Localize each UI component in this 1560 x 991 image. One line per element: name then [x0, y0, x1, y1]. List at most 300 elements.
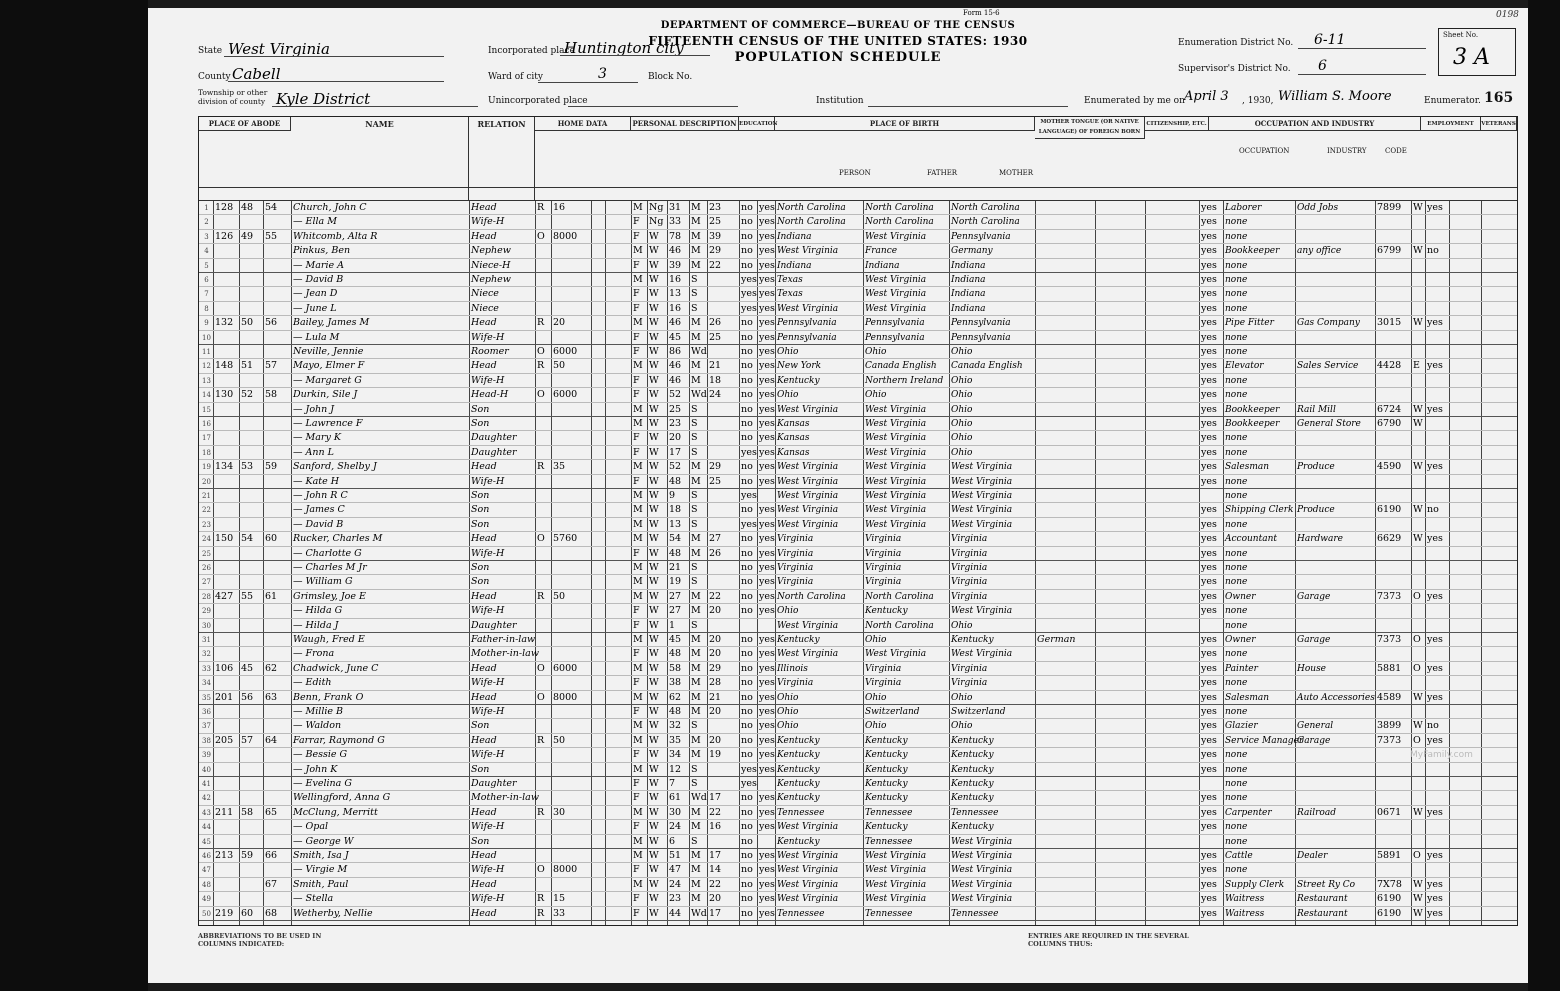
cell-fb: West Virginia: [865, 505, 927, 516]
cell-tongue: German: [1037, 634, 1076, 645]
cell-name: — David B: [293, 274, 344, 285]
cell-race: W: [649, 490, 659, 501]
cell-age: 19: [669, 576, 682, 588]
cell-emp: yes: [1427, 907, 1443, 919]
cell-n: 37: [202, 722, 211, 731]
cell-pb: West Virginia: [777, 879, 839, 890]
sheet-value: 3 A: [1453, 45, 1490, 70]
cell-n: 35: [202, 693, 211, 702]
cell-sex: M: [633, 202, 643, 213]
cell-ten: R: [537, 461, 545, 473]
county-label: County: [198, 72, 231, 82]
cell-read: yes: [759, 504, 775, 516]
cell-ten: R: [537, 734, 545, 746]
cell-read: yes: [759, 374, 775, 386]
cell-fb: West Virginia: [865, 462, 927, 473]
cell-fb: Pennsylvania: [865, 318, 925, 329]
cell-val: 6000: [553, 346, 578, 357]
form-number: Form 15-6: [963, 9, 1000, 17]
cell-read: yes: [759, 245, 775, 257]
cell-pb: Kansas: [777, 419, 810, 429]
cell-rel: Wife-H: [471, 893, 505, 905]
cell-sex: F: [633, 677, 640, 689]
cell-code: 6790: [1377, 418, 1402, 429]
cell-ind: Railroad: [1297, 807, 1336, 818]
cell-name: Durkin, Sile J: [293, 389, 358, 401]
cell-sex: M: [633, 590, 643, 602]
cell-fb: North Carolina: [865, 591, 934, 602]
cell-w: W: [1413, 317, 1423, 329]
cell-sch: no: [741, 331, 753, 343]
inc-place-label: Incorporated place: [488, 46, 575, 56]
cell-occ: none: [1225, 289, 1248, 300]
group-employment: EMPLOYMENT: [1421, 117, 1481, 131]
table-row: [199, 345, 1517, 359]
cell-age: 48: [669, 648, 682, 660]
cell-occ: Accountant: [1225, 534, 1277, 545]
table-row: [199, 748, 1517, 762]
cell-fb: West Virginia: [865, 851, 927, 861]
cell-mar: M: [691, 317, 701, 329]
cell-age: 34: [669, 749, 682, 761]
cell-fb: Tennessee: [865, 908, 913, 919]
group-abode: PLACE OF ABODE: [199, 117, 291, 131]
cell-sex: F: [633, 864, 640, 876]
cell-name: Grimsley, Joe E: [293, 590, 366, 602]
cell-occ: none: [1225, 433, 1248, 444]
cell-sex: F: [633, 432, 640, 444]
cell-fam: 66: [265, 850, 278, 861]
cell-mb: Virginia: [951, 591, 988, 602]
cell-n: 14: [202, 391, 211, 400]
cell-pb: Kentucky: [777, 375, 820, 386]
cell-mb: West Virginia: [951, 836, 1013, 847]
cell-name: — Hilda G: [293, 605, 343, 617]
cell-sch: no: [741, 691, 753, 703]
cell-ind: Garage: [1297, 635, 1331, 645]
cell-eng: yes: [1201, 374, 1217, 386]
cell-pb: West Virginia: [777, 851, 839, 861]
cell-age: 46: [669, 317, 682, 329]
cell-fm: 22: [709, 590, 722, 602]
cell-sex: M: [633, 245, 643, 257]
cell-age: 48: [669, 706, 682, 717]
cell-pb: West Virginia: [777, 822, 839, 833]
cell-read: yes: [759, 533, 775, 545]
cell-sch: no: [741, 878, 753, 890]
cell-occ: Service Manager: [1225, 735, 1304, 746]
cell-mb: West Virginia: [951, 462, 1013, 473]
cell-fm: 18: [709, 374, 722, 386]
cell-read: yes: [759, 734, 775, 746]
cell-sex: M: [633, 518, 643, 530]
cell-fb: West Virginia: [865, 447, 927, 458]
cell-fb: West Virginia: [865, 433, 927, 444]
cell-fb: West Virginia: [865, 879, 927, 890]
cell-eng: yes: [1201, 792, 1217, 804]
cell-eng: yes: [1201, 634, 1217, 645]
cell-age: 27: [669, 605, 682, 617]
cell-mar: S: [691, 446, 698, 458]
cell-mb: Virginia: [951, 548, 988, 559]
cell-w: W: [1413, 691, 1423, 703]
state-line: [224, 42, 444, 57]
cell-race: W: [649, 850, 659, 861]
cell-occ: none: [1225, 217, 1248, 228]
cell-code: 3899: [1377, 720, 1402, 732]
cell-race: W: [649, 806, 659, 818]
cell-race: W: [649, 374, 659, 386]
cell-w: W: [1413, 878, 1423, 890]
ed-label: Enumeration District No.: [1178, 38, 1294, 48]
cell-sex: M: [633, 576, 643, 588]
cell-pb: West Virginia: [777, 476, 839, 487]
cell-fb: Switzerland: [865, 707, 920, 717]
cell-eng: yes: [1201, 331, 1217, 343]
cell-fam: 55: [265, 230, 278, 242]
cell-occ: Salesman: [1225, 462, 1270, 473]
cell-dw: 48: [241, 202, 254, 213]
cell-rel: Daughter: [471, 778, 517, 789]
cell-st: 106: [215, 662, 234, 674]
cell-mb: West Virginia: [951, 505, 1013, 516]
cell-pb: New York: [777, 361, 822, 372]
cell-mb: Kentucky: [951, 764, 994, 775]
cell-sch: yes: [741, 274, 757, 285]
sup-value: 6: [1318, 58, 1327, 74]
cell-ten: O: [537, 389, 545, 401]
cell-mar: M: [691, 605, 701, 617]
cell-sch: no: [741, 259, 753, 271]
cell-sex: M: [633, 533, 643, 545]
group-birth: PLACE OF BIRTH: [775, 117, 1035, 131]
cell-name: — Millie B: [293, 706, 344, 717]
table-row: [199, 647, 1517, 661]
cell-ind: Sales Service: [1297, 361, 1359, 372]
population-table: [198, 116, 1518, 926]
state-label: State: [198, 46, 223, 56]
group-citizen: CITIZENSHIP, ETC.: [1145, 117, 1209, 131]
cell-read: yes: [759, 475, 775, 487]
cell-name: — Opal: [293, 821, 329, 833]
cell-race: W: [649, 691, 659, 703]
state-value: West Virginia: [228, 40, 330, 58]
cell-occ: none: [1225, 390, 1248, 401]
cell-race: W: [649, 749, 659, 761]
cell-name: McClung, Merritt: [293, 806, 378, 818]
cell-emp: yes: [1427, 360, 1443, 372]
cell-fb: Kentucky: [865, 822, 908, 833]
cell-mb: Indiana: [951, 289, 986, 300]
cell-n: 17: [202, 434, 211, 443]
cell-fam: 58: [265, 389, 278, 401]
cell-pb: Ohio: [777, 721, 799, 732]
cell-name: — George W: [293, 835, 354, 847]
cell-race: W: [649, 562, 659, 573]
sup-line: [1298, 60, 1426, 75]
cell-sex: F: [633, 259, 640, 271]
cell-pb: Indiana: [777, 260, 812, 271]
cell-pb: Tennessee: [777, 807, 825, 818]
cell-pb: Tennessee: [777, 908, 825, 919]
cell-mb: West Virginia: [951, 606, 1013, 617]
cell-ind: General: [1297, 721, 1334, 732]
cell-sch: yes: [741, 763, 757, 775]
cell-mar: M: [691, 475, 701, 487]
cell-occ: Laborer: [1225, 203, 1262, 213]
cell-fm: 39: [709, 230, 722, 242]
cell-ind: Rail Mill: [1297, 404, 1336, 415]
cell-fm: 29: [709, 461, 722, 473]
cell-n: 26: [202, 564, 211, 572]
cell-read: yes: [759, 461, 775, 473]
cell-emp: no: [1427, 245, 1439, 257]
cell-name: — James C: [293, 504, 345, 516]
cell-mb: Tennessee: [951, 908, 999, 919]
cell-age: 21: [669, 562, 682, 573]
cell-n: 40: [202, 765, 211, 774]
cell-rel: Wife-H: [471, 331, 505, 343]
cell-eng: yes: [1201, 850, 1217, 861]
cell-ind: any office: [1297, 246, 1342, 257]
cell-st: 132: [215, 317, 234, 329]
cell-ind: Garage: [1297, 591, 1331, 602]
cell-read: yes: [759, 706, 775, 717]
cell-age: 38: [669, 677, 682, 689]
cell-fb: Tennessee: [865, 836, 913, 847]
cell-race: Ng: [649, 216, 664, 228]
cell-occ: none: [1225, 707, 1248, 717]
cell-name: — Charlotte G: [293, 547, 362, 559]
cell-rel: Son: [471, 504, 490, 516]
inc-place-line: [560, 41, 710, 56]
cell-occ: none: [1225, 303, 1248, 314]
table-row: [199, 287, 1517, 301]
cell-name: Wellingford, Anna G: [293, 792, 391, 804]
cell-eng: yes: [1201, 590, 1217, 602]
cell-fb: Kentucky: [865, 793, 908, 804]
cell-occ: Supply Clerk: [1225, 879, 1285, 890]
cell-read: yes: [759, 864, 775, 876]
table-row: [199, 662, 1517, 676]
cell-w: W: [1413, 504, 1423, 516]
cell-sch: no: [741, 734, 753, 746]
cell-read: yes: [759, 418, 775, 429]
entries-title: ENTRIES ARE REQUIRED IN THE SEVERAL COLUMNS THUS:: [1028, 932, 1189, 948]
cell-mb: Indiana: [951, 260, 986, 271]
cell-read: yes: [759, 446, 775, 458]
cell-w: W: [1413, 245, 1423, 257]
cell-n: 19: [202, 463, 211, 472]
cell-n: 4: [204, 247, 209, 256]
cell-mar: M: [691, 533, 701, 545]
cell-race: W: [649, 418, 659, 429]
cell-sex: F: [633, 749, 640, 761]
cell-mb: West Virginia: [951, 519, 1013, 530]
cell-occ: none: [1225, 779, 1248, 789]
cell-read: yes: [759, 288, 775, 300]
cell-n: 6: [204, 276, 209, 284]
cell-sch: no: [741, 677, 753, 689]
cell-eng: yes: [1201, 547, 1217, 559]
cell-race: W: [649, 677, 659, 689]
cell-val: 6000: [553, 389, 578, 401]
cell-occ: Carpenter: [1225, 807, 1272, 818]
cell-read: yes: [759, 274, 775, 285]
cell-sch: no: [741, 216, 753, 228]
cell-code: 7373: [1377, 634, 1402, 645]
cell-name: Benn, Frank O: [293, 691, 364, 703]
cell-fam: 64: [265, 734, 278, 746]
ward-label: Ward of city: [488, 72, 543, 82]
cell-emp: yes: [1427, 806, 1443, 818]
cell-name: Mayo, Elmer F: [293, 360, 365, 372]
table-row: [199, 633, 1517, 647]
table-row: [199, 705, 1517, 719]
cell-n: 32: [202, 650, 211, 659]
cell-fb: Virginia: [865, 563, 902, 573]
table-row: [199, 446, 1517, 460]
cell-eng: yes: [1201, 821, 1217, 833]
cell-age: 31: [669, 202, 682, 213]
cell-age: 18: [669, 504, 682, 516]
cell-race: W: [649, 763, 659, 775]
cell-eng: yes: [1201, 216, 1217, 228]
cell-occ: none: [1225, 347, 1248, 357]
cell-rel: Head: [471, 734, 497, 746]
cell-mar: Wd: [691, 346, 707, 357]
cell-sch: no: [741, 389, 753, 401]
cell-eng: yes: [1201, 389, 1217, 401]
cell-read: yes: [759, 259, 775, 271]
cell-code: 4589: [1377, 691, 1402, 703]
cell-occ: none: [1225, 548, 1248, 559]
cell-sch: no: [741, 547, 753, 559]
cell-val: 50: [553, 734, 566, 746]
cell-eng: yes: [1201, 518, 1217, 530]
table-row: [199, 691, 1517, 705]
cell-w: W: [1413, 461, 1423, 473]
cell-sex: M: [633, 360, 643, 372]
cell-st: 126: [215, 230, 234, 242]
cell-sex: M: [633, 720, 643, 732]
cell-code: 4590: [1377, 461, 1402, 473]
cell-mb: Germany: [951, 246, 993, 257]
cell-n: 38: [202, 736, 211, 745]
cell-fm: 19: [709, 749, 722, 761]
cell-val: 5760: [553, 533, 578, 545]
cell-mar: M: [691, 821, 701, 833]
cell-code: 6799: [1377, 245, 1402, 257]
cell-dw: 59: [241, 850, 254, 861]
cell-mar: S: [691, 302, 698, 314]
cell-age: 35: [669, 734, 682, 746]
cell-race: W: [649, 403, 659, 415]
cell-pb: West Virginia: [777, 649, 839, 660]
cell-mar: M: [691, 893, 701, 905]
cell-fm: 29: [709, 245, 722, 257]
cell-st: 128: [215, 202, 234, 213]
cell-pb: Pennsylvania: [777, 318, 837, 329]
cell-read: yes: [759, 360, 775, 372]
cell-occ: Cattle: [1225, 851, 1253, 861]
cell-mar: M: [691, 374, 701, 386]
cell-mar: Wd: [691, 792, 707, 804]
cell-race: W: [649, 821, 659, 833]
table-row: [199, 676, 1517, 690]
cell-mb: Virginia: [951, 563, 988, 573]
cell-occ: none: [1225, 519, 1248, 530]
cell-sch: no: [741, 792, 753, 804]
cell-read: yes: [759, 662, 775, 674]
cell-sex: F: [633, 792, 640, 804]
cell-fam: 65: [265, 806, 278, 818]
cell-name: — June L: [293, 302, 337, 314]
cell-pb: North Carolina: [777, 203, 846, 213]
cell-name: — Edith: [293, 677, 332, 689]
cell-sch: no: [741, 403, 753, 415]
cell-w: W: [1413, 720, 1423, 732]
cell-pb: Illinois: [777, 663, 808, 674]
cell-val: 50: [553, 590, 566, 602]
cell-ten: R: [537, 202, 545, 213]
cell-name: — Hilda J: [293, 619, 339, 631]
cell-code: 7373: [1377, 590, 1402, 602]
cell-pb: Kentucky: [777, 764, 820, 775]
table-row: [199, 518, 1517, 532]
cell-occ: Owner: [1225, 591, 1256, 602]
cell-ind: Produce: [1297, 505, 1335, 516]
cell-mb: West Virginia: [951, 879, 1013, 890]
cell-n: 29: [202, 607, 211, 616]
cell-rel: Head: [471, 806, 497, 818]
cell-ind: Odd Jobs: [1297, 203, 1339, 213]
cell-n: 45: [202, 837, 211, 846]
cell-race: W: [649, 317, 659, 329]
cell-race: W: [649, 461, 659, 473]
cell-mar: S: [691, 576, 698, 588]
cell-emp: yes: [1427, 691, 1443, 703]
cell-eng: yes: [1201, 706, 1217, 717]
cell-age: 30: [669, 806, 682, 818]
cell-mb: Virginia: [951, 577, 988, 588]
cell-sex: F: [633, 605, 640, 617]
cell-n: 25: [202, 549, 211, 558]
cell-n: 39: [202, 751, 211, 760]
cell-mar: M: [691, 634, 701, 645]
cell-w: W: [1413, 907, 1423, 919]
cell-occ: none: [1225, 649, 1248, 660]
cell-mb: Pennsylvania: [951, 318, 1011, 329]
cell-mar: S: [691, 288, 698, 300]
cell-fam: 60: [265, 533, 278, 545]
cell-rel: Wife-H: [471, 749, 505, 761]
cell-fb: Virginia: [865, 678, 902, 689]
cell-age: 46: [669, 374, 682, 386]
table-row: [199, 431, 1517, 445]
cell-rel: Wife-H: [471, 864, 505, 876]
cell-fm: 20: [709, 634, 722, 645]
cell-rel: Son: [471, 835, 490, 847]
cell-fam: 56: [265, 317, 278, 329]
cell-fm: 16: [709, 821, 722, 833]
cell-mb: Kentucky: [951, 735, 994, 746]
cell-mar: M: [691, 202, 701, 213]
cell-sex: M: [633, 763, 643, 775]
cell-emp: yes: [1427, 634, 1443, 645]
cell-val: 15: [553, 893, 566, 905]
table-row: [199, 777, 1517, 791]
